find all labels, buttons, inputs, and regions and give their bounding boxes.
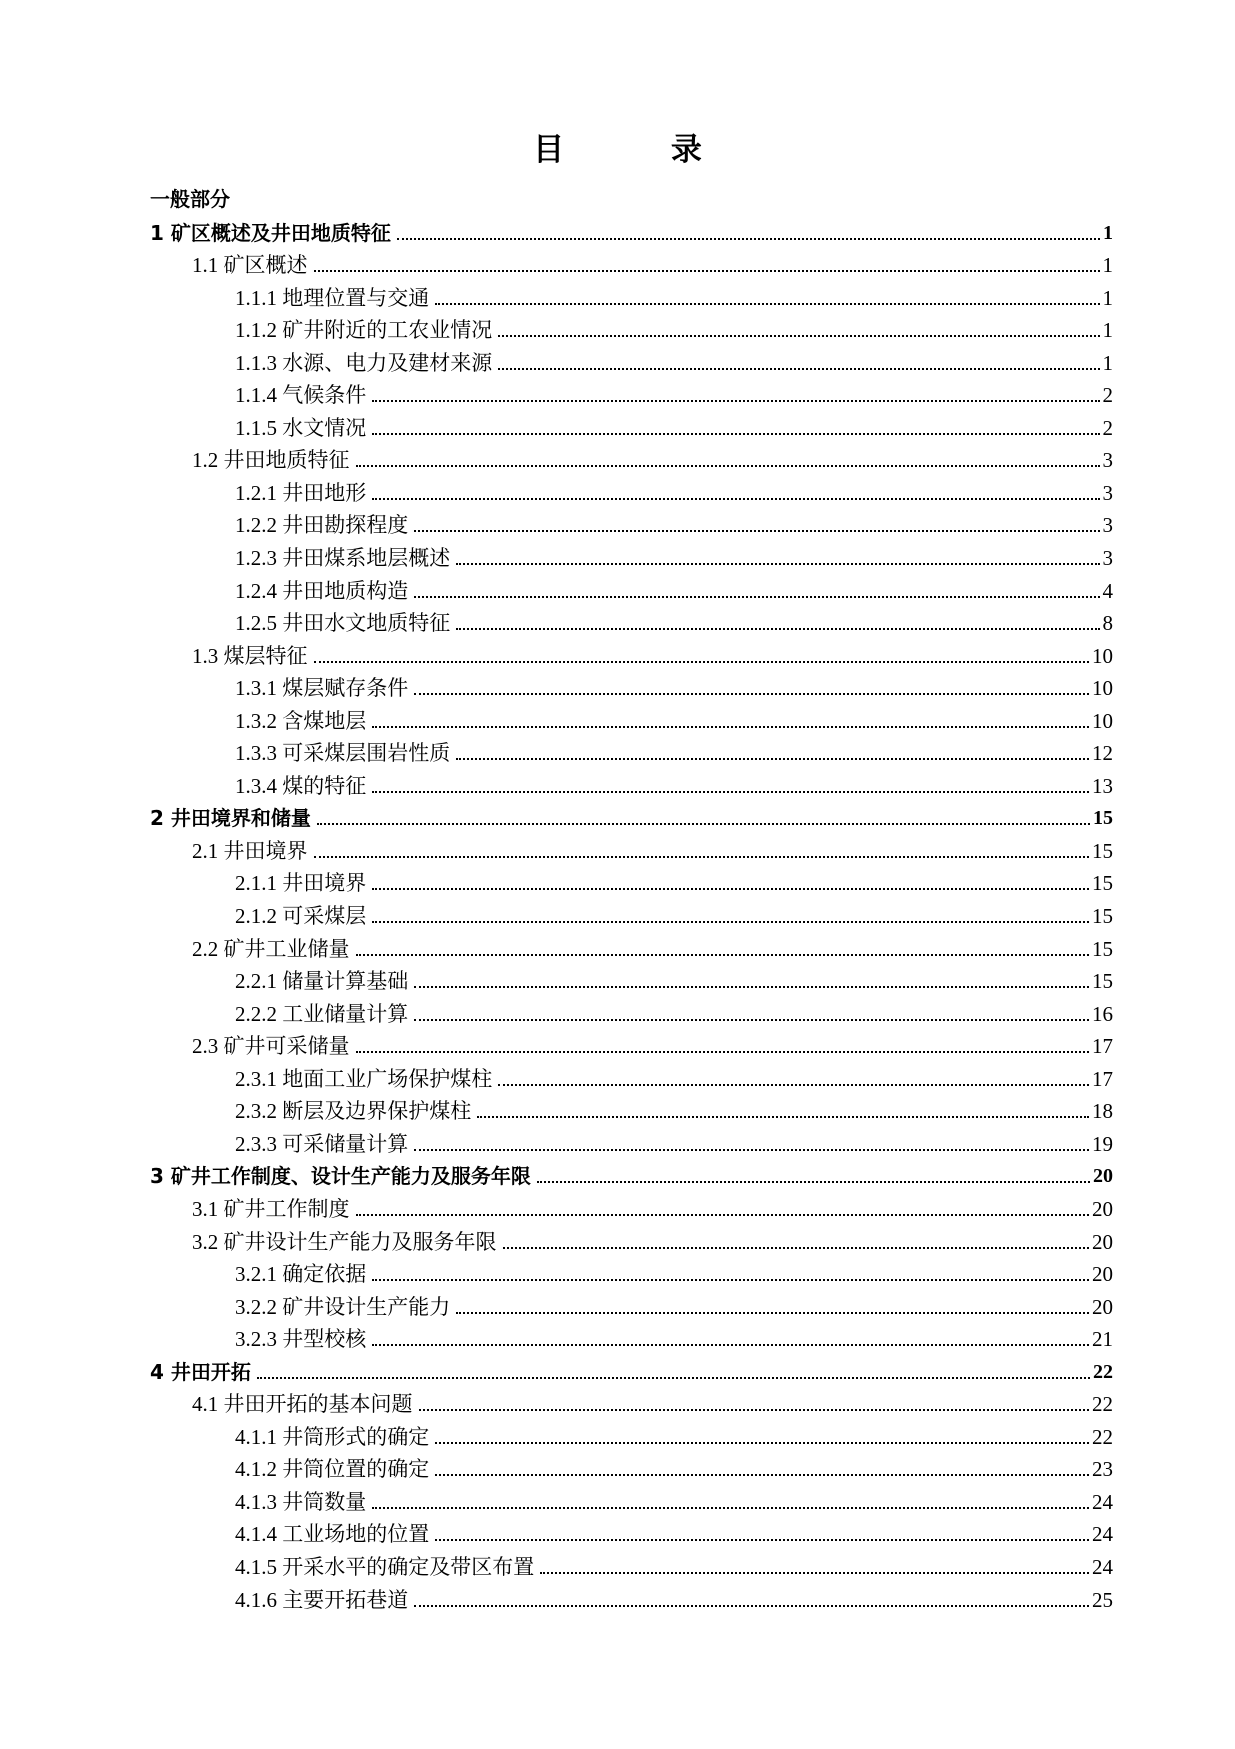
toc-entry-page-number: 2: [1102, 383, 1113, 408]
toc-entry[interactable]: [0, 216, 1235, 249]
toc-entry[interactable]: [0, 1030, 1235, 1063]
toc-entry-page-number: 17: [1092, 1034, 1113, 1059]
dot-leader: [356, 465, 1100, 467]
toc-entry-page-number: 10: [1092, 676, 1113, 701]
toc-entry-page-number: 2: [1102, 415, 1113, 440]
toc-entry-page-number: 3: [1102, 546, 1113, 571]
toc-entry-title: 1 矿区概述及井田地质特征: [150, 220, 391, 245]
dot-leader: [314, 661, 1090, 663]
toc-entry-page-number: 1: [1103, 221, 1113, 244]
toc-entry-title: 2 井田境界和储量: [150, 806, 311, 831]
dot-leader: [537, 1181, 1090, 1183]
toc-entry-title: 3 矿井工作制度、设计生产能力及服务年限: [150, 1164, 531, 1189]
toc-entry[interactable]: [0, 1225, 1235, 1258]
toc-entry-page-number: 16: [1092, 1001, 1113, 1026]
toc-entry-page-number: 22: [1092, 1424, 1113, 1449]
dot-leader: [372, 726, 1089, 728]
dot-leader: [435, 1539, 1089, 1541]
toc-entry-page-number: 21: [1092, 1327, 1113, 1352]
toc-entry-title: 2.3.3 可采储量计算: [235, 1131, 409, 1156]
part-heading: 一般部分: [150, 187, 230, 211]
dot-leader: [498, 335, 1099, 337]
toc-entry[interactable]: [0, 541, 1235, 574]
toc-entry[interactable]: [0, 802, 1235, 835]
dot-leader: [435, 1442, 1089, 1444]
toc-entry[interactable]: [0, 1550, 1235, 1583]
toc-entry-title: 4.1 井田开拓的基本问题: [192, 1392, 413, 1417]
toc-entry-title: 1.3 煤层特征: [192, 643, 308, 668]
dot-leader: [498, 1084, 1089, 1086]
toc-entry[interactable]: [0, 1290, 1235, 1323]
toc-entry-page-number: 1: [1102, 253, 1113, 278]
dot-leader: [372, 400, 1099, 402]
toc-entry[interactable]: [0, 1062, 1235, 1095]
toc-entry-page-number: 4: [1102, 578, 1113, 603]
dot-leader: [397, 238, 1100, 240]
toc-entry-title: 4.1.2 井筒位置的确定: [235, 1457, 430, 1482]
dot-leader: [356, 954, 1090, 956]
toc-entry-page-number: 20: [1092, 1229, 1113, 1254]
toc-entry-page-number: 1: [1102, 318, 1113, 343]
toc-entry[interactable]: [0, 1420, 1235, 1453]
toc-entry[interactable]: [0, 281, 1235, 314]
toc-entry-title: 4.1.1 井筒形式的确定: [235, 1424, 430, 1449]
toc-entry[interactable]: [0, 769, 1235, 802]
toc-entry[interactable]: [0, 965, 1235, 998]
dot-leader: [414, 1019, 1089, 1021]
dot-leader: [372, 1279, 1089, 1281]
toc-entry[interactable]: [0, 997, 1235, 1030]
toc-entry[interactable]: [0, 704, 1235, 737]
dot-leader: [372, 921, 1089, 923]
toc-entry-title: 2.1 井田境界: [192, 838, 308, 863]
toc-entry-page-number: 20: [1092, 1294, 1113, 1319]
toc-entry[interactable]: [0, 1258, 1235, 1291]
toc-entry[interactable]: [0, 379, 1235, 412]
toc-entry[interactable]: [0, 411, 1235, 444]
toc-entry-title: 1.2.4 井田地质构造: [235, 578, 409, 603]
dot-leader: [456, 563, 1099, 565]
toc-entry[interactable]: [0, 639, 1235, 672]
toc-entry-title: 1.2.5 井田水文地质特征: [235, 611, 451, 636]
toc-entry-page-number: 25: [1092, 1587, 1113, 1612]
toc-entry-page-number: 15: [1092, 936, 1113, 961]
toc-entry-title: 4 井田开拓: [150, 1359, 251, 1384]
toc-entry-title: 1.1.3 水源、电力及建材来源: [235, 350, 493, 375]
dot-leader: [372, 888, 1089, 890]
toc-entry[interactable]: [0, 834, 1235, 867]
toc-entry-page-number: 17: [1092, 1066, 1113, 1091]
dot-leader: [356, 1214, 1090, 1216]
toc-entry-title: 1.1.2 矿井附近的工农业情况: [235, 318, 493, 343]
toc-entry-title: 1.2 井田地质特征: [192, 448, 350, 473]
toc-entry-page-number: 19: [1092, 1131, 1113, 1156]
dot-leader: [257, 1377, 1090, 1379]
dot-leader: [435, 303, 1099, 305]
dot-leader: [419, 1409, 1090, 1411]
dot-leader: [414, 1149, 1089, 1151]
toc-entry-page-number: 20: [1092, 1262, 1113, 1287]
toc-entry-title: 4.1.5 开采水平的确定及带区布置: [235, 1554, 535, 1579]
toc-entry[interactable]: [0, 607, 1235, 640]
dot-leader: [414, 596, 1099, 598]
dot-leader: [414, 693, 1089, 695]
toc-entry-page-number: 23: [1092, 1457, 1113, 1482]
toc-entry[interactable]: [0, 672, 1235, 705]
dot-leader: [456, 1312, 1089, 1314]
toc-entry-page-number: 12: [1092, 741, 1113, 766]
toc-entry-title: 1.3.4 煤的特征: [235, 773, 367, 798]
toc-entry[interactable]: [0, 574, 1235, 607]
toc-entry[interactable]: [0, 899, 1235, 932]
dot-leader: [435, 1474, 1089, 1476]
toc-entry[interactable]: [0, 1453, 1235, 1486]
toc-entry-page-number: 10: [1092, 708, 1113, 733]
toc-entry-page-number: 24: [1092, 1522, 1113, 1547]
toc-entry-title: 1.2.1 井田地形: [235, 480, 367, 505]
toc-entry-title: 2.2 矿井工业储量: [192, 936, 350, 961]
toc-list: [0, 216, 1235, 1616]
dot-leader: [372, 1344, 1089, 1346]
toc-entry[interactable]: [0, 1160, 1235, 1193]
toc-entry-title: 1.2.2 井田勘探程度: [235, 513, 409, 538]
dot-leader: [414, 530, 1099, 532]
toc-entry-page-number: 24: [1092, 1554, 1113, 1579]
toc-entry[interactable]: [0, 1583, 1235, 1616]
toc-entry-title: 1.3.1 煤层赋存条件: [235, 676, 409, 701]
toc-entry-title: 4.1.3 井筒数量: [235, 1489, 367, 1514]
toc-entry-title: 3.2 矿井设计生产能力及服务年限: [192, 1229, 497, 1254]
dot-leader: [503, 1247, 1090, 1249]
toc-entry[interactable]: [0, 346, 1235, 379]
toc-entry[interactable]: [0, 1388, 1235, 1421]
toc-entry[interactable]: [0, 867, 1235, 900]
dot-leader: [456, 758, 1089, 760]
toc-entry[interactable]: [0, 932, 1235, 965]
toc-entry-title: 3.1 矿井工作制度: [192, 1196, 350, 1221]
dot-leader: [414, 1605, 1089, 1607]
toc-entry-title: 2.3.1 地面工业广场保护煤柱: [235, 1066, 493, 1091]
toc-entry[interactable]: [0, 1485, 1235, 1518]
toc-entry-page-number: 15: [1092, 904, 1113, 929]
dot-leader: [372, 433, 1099, 435]
toc-entry-page-number: 15: [1092, 871, 1113, 896]
dot-leader: [540, 1572, 1089, 1574]
dot-leader: [498, 368, 1099, 370]
toc-entry-page-number: 15: [1093, 807, 1113, 830]
toc-entry-page-number: 15: [1092, 969, 1113, 994]
dot-leader: [317, 823, 1090, 825]
dot-leader: [477, 1116, 1089, 1118]
toc-entry-page-number: 20: [1092, 1196, 1113, 1221]
toc-entry-title: 4.1.4 工业场地的位置: [235, 1522, 430, 1547]
toc-entry[interactable]: [0, 444, 1235, 477]
toc-entry-page-number: 18: [1092, 1099, 1113, 1124]
toc-entry[interactable]: [0, 737, 1235, 770]
toc-entry[interactable]: [0, 1355, 1235, 1388]
toc-entry-title: 1.2.3 井田煤系地层概述: [235, 546, 451, 571]
dot-leader: [356, 1051, 1090, 1053]
toc-entry[interactable]: [0, 249, 1235, 282]
toc-entry-title: 3.2.3 井型校核: [235, 1327, 367, 1352]
toc-entry-page-number: 1: [1102, 350, 1113, 375]
toc-entry-page-number: 20: [1093, 1165, 1113, 1188]
toc-entry-title: 4.1.6 主要开拓巷道: [235, 1587, 409, 1612]
toc-entry-page-number: 24: [1092, 1489, 1113, 1514]
toc-entry-title: 2.3 矿井可采储量: [192, 1034, 350, 1059]
toc-entry-title: 1.3.2 含煤地层: [235, 708, 367, 733]
toc-entry-page-number: 3: [1102, 448, 1113, 473]
toc-entry[interactable]: [0, 509, 1235, 542]
dot-leader: [456, 628, 1099, 630]
dot-leader: [314, 270, 1100, 272]
dot-leader: [314, 856, 1090, 858]
toc-entry-title: 2.1.2 可采煤层: [235, 904, 367, 929]
toc-entry[interactable]: [0, 1095, 1235, 1128]
toc-entry[interactable]: [0, 314, 1235, 347]
dot-leader: [372, 791, 1089, 793]
toc-title: 目 录: [533, 132, 750, 168]
toc-entry-page-number: 8: [1102, 611, 1113, 636]
toc-entry-page-number: 22: [1092, 1392, 1113, 1417]
toc-entry-title: 1.1.1 地理位置与交通: [235, 285, 430, 310]
dot-leader: [372, 498, 1099, 500]
toc-entry-title: 2.2.2 工业储量计算: [235, 1001, 409, 1026]
toc-entry-title: 2.2.1 储量计算基础: [235, 969, 409, 994]
toc-entry-page-number: 1: [1102, 285, 1113, 310]
toc-entry-title: 1.3.3 可采煤层围岩性质: [235, 741, 451, 766]
toc-entry-title: 3.2.1 确定依据: [235, 1262, 367, 1287]
toc-entry-page-number: 22: [1093, 1360, 1113, 1383]
toc-entry[interactable]: [0, 1127, 1235, 1160]
toc-entry[interactable]: [0, 1518, 1235, 1551]
toc-entry-page-number: 13: [1092, 773, 1113, 798]
toc-entry[interactable]: [0, 476, 1235, 509]
dot-leader: [414, 986, 1089, 988]
toc-entry-title: 2.1.1 井田境界: [235, 871, 367, 896]
toc-entry-title: 1.1.4 气候条件: [235, 383, 367, 408]
toc-entry-page-number: 10: [1092, 643, 1113, 668]
toc-entry-title: 1.1 矿区概述: [192, 253, 308, 278]
toc-entry-page-number: 3: [1102, 480, 1113, 505]
dot-leader: [372, 1507, 1089, 1509]
toc-entry-title: 3.2.2 矿井设计生产能力: [235, 1294, 451, 1319]
toc-entry-title: 1.1.5 水文情况: [235, 415, 367, 440]
toc-entry-page-number: 3: [1102, 513, 1113, 538]
toc-entry-page-number: 15: [1092, 838, 1113, 863]
toc-entry-title: 2.3.2 断层及边界保护煤柱: [235, 1099, 472, 1124]
toc-entry[interactable]: [0, 1192, 1235, 1225]
toc-entry[interactable]: [0, 1323, 1235, 1356]
